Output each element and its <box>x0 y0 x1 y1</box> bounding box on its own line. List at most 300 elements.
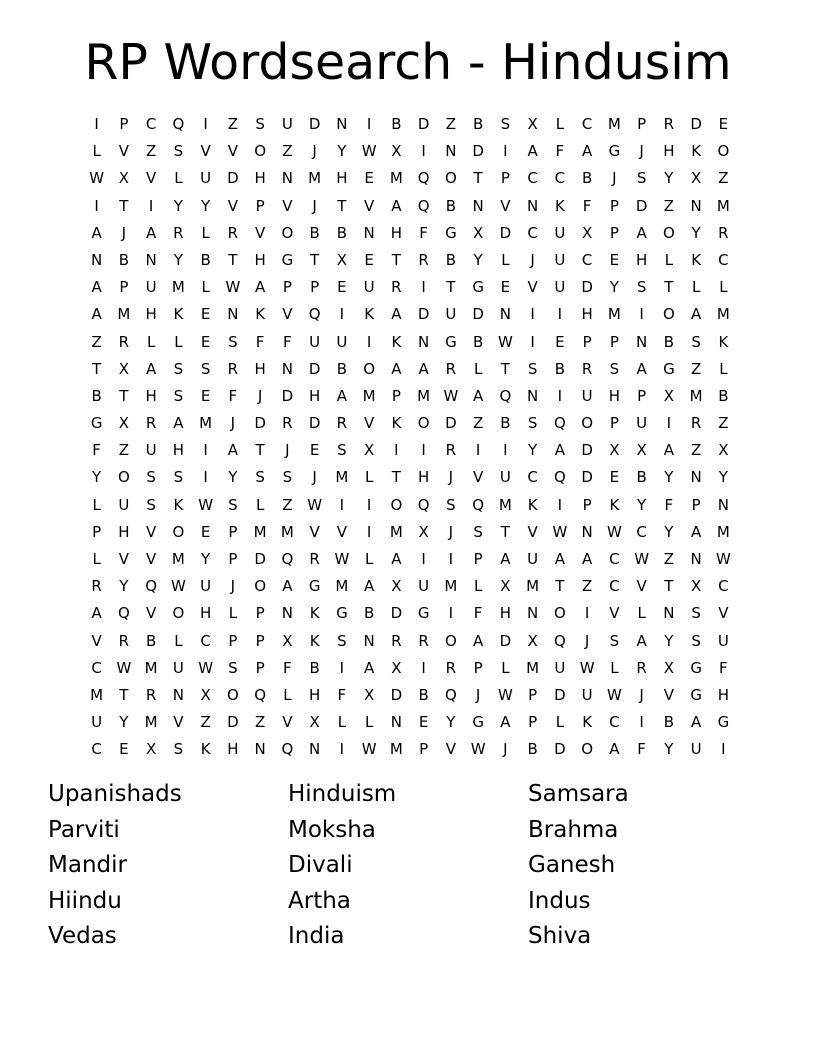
grid-letter: S <box>173 386 184 405</box>
grid-letter: C <box>527 223 538 242</box>
grid-letter: B <box>554 359 566 378</box>
grid-letter: J <box>230 577 236 596</box>
grid-letter: R <box>227 359 239 378</box>
word-row <box>48 777 768 813</box>
grid-letter: X <box>391 577 402 596</box>
grid-letter: L <box>719 278 728 297</box>
grid-letter: L <box>364 468 374 487</box>
grid-letter: W <box>198 658 214 677</box>
grid-letter: K <box>582 713 593 732</box>
word-item: Indus <box>528 887 591 914</box>
grid-letter: O <box>281 223 294 242</box>
grid-letter: I <box>366 522 372 541</box>
grid-letter: Y <box>664 522 674 541</box>
grid-letter: K <box>309 604 320 623</box>
grid-letter: X <box>118 359 130 378</box>
grid-letter: Y <box>173 196 183 215</box>
grid-letter: A <box>554 441 565 460</box>
grid-letter: U <box>281 115 293 133</box>
grid-letter: Q <box>308 305 321 324</box>
grid-letter: V <box>118 550 129 568</box>
grid-letter: E <box>364 169 374 188</box>
word-item: Hiindu <box>48 887 122 914</box>
grid-letter: H <box>308 386 321 405</box>
grid-letter: A <box>391 359 402 378</box>
grid-letter: G <box>281 250 294 269</box>
grid-letter: I <box>530 332 535 351</box>
grid-letter: I <box>475 441 481 460</box>
grid-row <box>83 736 737 763</box>
grid-letter: H <box>308 685 321 704</box>
grid-letter: M <box>689 386 703 405</box>
grid-letter: R <box>663 115 675 133</box>
grid-letter: I <box>366 332 372 351</box>
grid-letter: C <box>527 169 538 188</box>
grid-letter: D <box>308 414 321 433</box>
grid-letter: D <box>390 604 403 623</box>
grid-letter: A <box>581 142 593 161</box>
grid-row <box>83 464 737 491</box>
grid-letter: M <box>90 685 104 704</box>
grid-letter: M <box>335 468 349 487</box>
grid-letter: W <box>497 332 513 351</box>
grid-letter: S <box>228 495 238 514</box>
grid-letter: N <box>527 386 539 405</box>
grid-letter: F <box>419 223 428 242</box>
grid-letter: B <box>363 604 375 623</box>
grid-letter: O <box>254 142 267 161</box>
word-row <box>48 848 768 884</box>
grid-letter: H <box>254 169 266 188</box>
grid-letter: E <box>555 332 565 351</box>
grid-letter: I <box>339 305 345 324</box>
grid-letter: L <box>201 278 210 297</box>
grid-letter: M <box>498 495 512 514</box>
grid-letter: R <box>118 332 130 351</box>
grid-letter: I <box>421 550 426 568</box>
grid-letter: C <box>200 631 211 650</box>
grid-row <box>83 383 737 410</box>
grid-letter: E <box>718 115 729 133</box>
grid-letter: V <box>145 550 157 568</box>
grid-letter: N <box>663 604 675 623</box>
grid-letter: V <box>445 740 456 759</box>
grid-letter: E <box>609 250 620 269</box>
grid-letter: X <box>527 115 538 133</box>
grid-letter: S <box>337 441 347 460</box>
grid-letter: D <box>690 115 702 133</box>
grid-letter: F <box>582 196 592 215</box>
grid-letter: V <box>227 142 238 161</box>
grid-letter: I <box>203 468 208 487</box>
grid-letter: C <box>554 169 566 188</box>
grid-letter: B <box>663 713 675 732</box>
grid-letter: S <box>446 495 456 514</box>
grid-letter: S <box>691 604 701 623</box>
grid-letter: O <box>662 305 675 324</box>
grid-letter: X <box>500 577 511 596</box>
grid-row <box>83 356 737 383</box>
grid-letter: Q <box>472 495 485 514</box>
grid-letter: D <box>227 713 239 732</box>
grid-letter: B <box>391 115 402 133</box>
grid-letter: U <box>690 740 702 759</box>
grid-letter: E <box>200 332 211 351</box>
grid-letter: B <box>663 332 675 351</box>
grid-letter: M <box>716 305 730 324</box>
grid-letter: H <box>254 359 266 378</box>
grid-letter: E <box>500 278 511 297</box>
word-item: Shiva <box>528 923 592 950</box>
grid-letter: L <box>283 685 292 704</box>
grid-letter: N <box>336 115 348 133</box>
grid-letter: T <box>228 250 238 269</box>
grid-row <box>83 329 737 356</box>
grid-letter: P <box>528 685 538 704</box>
grid-letter: O <box>662 223 675 242</box>
grid-letter: U <box>499 468 511 487</box>
grid-letter: A <box>418 359 429 378</box>
grid-row <box>83 682 737 709</box>
grid-letter: X <box>609 441 620 460</box>
grid-letter: L <box>228 604 238 623</box>
grid-letter: C <box>609 550 620 568</box>
grid-letter: J <box>612 169 617 188</box>
grid-letter: A <box>173 414 184 433</box>
grid-letter: P <box>528 713 538 732</box>
grid-letter: W <box>579 658 595 677</box>
grid-letter: I <box>339 495 345 514</box>
grid-letter: F <box>719 658 728 677</box>
grid-letter: W <box>361 740 377 759</box>
grid-letter: L <box>92 550 101 568</box>
grid-row <box>83 600 737 627</box>
grid-letter: C <box>145 115 157 133</box>
grid-letter: O <box>553 604 566 623</box>
grid-letter: V <box>145 169 157 188</box>
grid-letter: B <box>527 740 538 759</box>
grid-letter: A <box>282 577 293 596</box>
grid-letter: L <box>555 115 565 133</box>
grid-letter: P <box>609 414 619 433</box>
grid-letter: B <box>336 223 348 242</box>
grid-letter: U <box>717 631 729 650</box>
grid-letter: I <box>557 386 563 405</box>
grid-letter: P <box>637 115 647 133</box>
grid-letter: S <box>146 468 156 487</box>
grid-letter: V <box>663 685 674 704</box>
grid-letter: Z <box>690 441 702 460</box>
grid-letter: B <box>309 223 320 242</box>
grid-letter: E <box>337 278 347 297</box>
grid-letter: D <box>499 223 512 242</box>
grid-letter: X <box>472 223 484 242</box>
grid-letter: M <box>417 386 431 405</box>
grid-letter: N <box>690 468 702 487</box>
word-item: Artha <box>288 887 351 914</box>
grid-letter: Z <box>118 441 130 460</box>
grid-letter: I <box>530 305 535 324</box>
grid-letter: Q <box>417 495 430 514</box>
grid-letter: L <box>174 332 183 351</box>
grid-letter: O <box>581 740 594 759</box>
grid-letter: U <box>636 414 648 433</box>
grid-letter: O <box>390 495 403 514</box>
grid-row <box>83 655 737 682</box>
grid-letter: G <box>417 604 430 623</box>
grid-letter: K <box>255 305 266 324</box>
grid-letter: R <box>636 658 647 677</box>
grid-letter: Z <box>91 332 102 351</box>
grid-letter: X <box>527 631 538 650</box>
grid-letter: C <box>609 577 620 596</box>
grid-letter: L <box>501 658 510 677</box>
grid-letter: A <box>145 223 157 242</box>
grid-letter: V <box>254 223 266 242</box>
grid-letter: Y <box>337 142 347 161</box>
grid-letter: A <box>145 359 157 378</box>
grid-letter: Y <box>119 713 129 732</box>
grid-letter: R <box>391 631 402 650</box>
grid-row <box>83 492 737 519</box>
grid-letter: J <box>312 196 317 215</box>
grid-letter: Y <box>664 468 674 487</box>
grid-letter: V <box>363 414 375 433</box>
grid-letter: N <box>472 196 484 215</box>
grid-letter: U <box>91 713 103 732</box>
grid-letter: P <box>582 332 592 351</box>
grid-letter: W <box>715 550 731 568</box>
word-item: Hinduism <box>288 781 397 807</box>
grid-letter: V <box>500 196 511 215</box>
grid-letter: Z <box>445 115 457 133</box>
grid-letter: J <box>285 441 290 460</box>
grid-letter: E <box>309 441 320 460</box>
grid-letter: C <box>581 115 593 133</box>
grid-letter: W <box>116 658 132 677</box>
grid-letter: I <box>639 305 644 324</box>
grid-letter: P <box>391 386 401 405</box>
grid-letter: F <box>637 740 646 759</box>
grid-letter: V <box>227 196 238 215</box>
grid-letter: O <box>172 522 185 541</box>
grid-row <box>83 546 737 573</box>
grid-letter: B <box>581 169 593 188</box>
grid-letter: F <box>283 332 292 351</box>
grid-letter: Y <box>664 631 674 650</box>
grid-letter: I <box>421 441 426 460</box>
grid-letter: H <box>145 386 157 405</box>
grid-letter: I <box>421 142 426 161</box>
grid-letter: X <box>200 685 211 704</box>
word-item: Vedas <box>48 923 117 950</box>
grid-letter: D <box>554 740 566 759</box>
grid-letter: E <box>200 386 211 405</box>
grid-letter: K <box>691 250 702 269</box>
grid-letter: V <box>527 522 538 541</box>
grid-letter: I <box>721 740 726 759</box>
grid-letter: M <box>308 169 322 188</box>
grid-letter: L <box>337 713 347 732</box>
grid-letter: S <box>337 631 347 650</box>
grid-letter: V <box>173 713 184 732</box>
grid-letter: M <box>526 658 540 677</box>
grid-letter: R <box>227 223 239 242</box>
grid-letter: V <box>363 196 375 215</box>
grid-row <box>83 274 737 301</box>
grid-letter: S <box>609 631 620 650</box>
grid-letter: A <box>91 223 102 242</box>
grid-letter: I <box>448 550 454 568</box>
grid-letter: V <box>472 468 484 487</box>
grid-letter: Q <box>553 414 566 433</box>
grid-letter: U <box>554 278 566 297</box>
grid-letter: N <box>281 169 293 188</box>
grid-letter: J <box>584 631 590 650</box>
grid-letter: H <box>172 441 185 460</box>
grid-letter: H <box>499 604 512 623</box>
grid-letter: X <box>718 441 729 460</box>
grid-letter: L <box>719 359 728 378</box>
grid-letter: M <box>362 386 376 405</box>
grid-letter: L <box>255 495 265 514</box>
grid-letter: Z <box>690 359 702 378</box>
grid-letter: S <box>228 332 238 351</box>
grid-letter: X <box>363 685 375 704</box>
grid-letter: O <box>417 414 430 433</box>
grid-letter: T <box>337 196 347 215</box>
grid-letter: M <box>389 522 403 541</box>
grid-letter: Z <box>663 196 675 215</box>
grid-letter: D <box>308 359 321 378</box>
grid-letter: S <box>527 359 538 378</box>
grid-letter: U <box>200 577 212 596</box>
grid-letter: I <box>639 713 644 732</box>
grid-letter: A <box>391 550 402 568</box>
grid-row <box>83 628 737 655</box>
grid-letter: P <box>255 658 265 677</box>
grid-letter: V <box>282 305 293 324</box>
grid-letter: N <box>363 223 375 242</box>
word-row <box>48 884 768 920</box>
grid-letter: R <box>91 577 102 596</box>
grid-letter: W <box>225 278 241 297</box>
grid-letter: C <box>91 740 102 759</box>
grid-letter: Q <box>281 740 294 759</box>
grid-letter: Z <box>145 142 157 161</box>
grid-letter: S <box>636 278 647 297</box>
grid-letter: I <box>366 115 372 133</box>
grid-letter: F <box>228 386 238 405</box>
grid-letter: V <box>309 522 320 541</box>
grid-letter: T <box>664 577 674 596</box>
grid-row <box>83 709 737 736</box>
grid-letter: Q <box>553 468 566 487</box>
grid-letter: A <box>91 278 102 297</box>
grid-letter: R <box>173 223 184 242</box>
grid-letter: L <box>664 250 674 269</box>
grid-letter: G <box>690 685 702 704</box>
page-title: RP Wordsearch - Hindusim <box>84 34 732 91</box>
grid-letter: Z <box>663 550 675 568</box>
grid-letter: L <box>691 278 701 297</box>
word-item: India <box>288 923 345 950</box>
grid-letter: Q <box>553 631 566 650</box>
grid-letter: M <box>526 577 540 596</box>
grid-letter: U <box>554 250 566 269</box>
grid-letter: M <box>389 740 403 759</box>
grid-letter: E <box>119 740 129 759</box>
grid-letter: X <box>145 740 157 759</box>
word-item: Divali <box>288 852 353 879</box>
grid-letter: O <box>172 604 185 623</box>
grid-letter: P <box>419 740 429 759</box>
grid-row <box>83 138 737 165</box>
grid-letter: Q <box>417 169 430 188</box>
grid-letter: D <box>499 631 512 650</box>
grid-letter: P <box>255 631 265 650</box>
grid-letter: S <box>200 359 211 378</box>
grid-letter: D <box>635 196 648 215</box>
grid-letter: H <box>390 223 403 242</box>
grid-letter: N <box>418 332 430 351</box>
grid-letter: S <box>173 359 184 378</box>
grid-letter: D <box>417 115 430 133</box>
grid-letter: C <box>718 250 729 269</box>
grid-letter: S <box>228 658 238 677</box>
grid-letter: K <box>173 305 184 324</box>
grid-letter: B <box>500 414 511 433</box>
grid-letter: V <box>200 142 211 161</box>
grid-letter: H <box>635 250 648 269</box>
grid-letter: Y <box>664 740 674 759</box>
grid-letter: I <box>94 115 99 133</box>
grid-letter: I <box>339 658 345 677</box>
grid-letter: Y <box>92 468 102 487</box>
grid-letter: H <box>417 468 430 487</box>
grid-letter: W <box>361 142 377 161</box>
letter-grid <box>83 111 737 764</box>
grid-letter: I <box>557 495 563 514</box>
grid-letter: S <box>691 332 701 351</box>
grid-letter: U <box>418 577 430 596</box>
grid-letter: S <box>527 414 538 433</box>
grid-letter: U <box>554 223 566 242</box>
grid-letter: D <box>581 468 593 487</box>
grid-row <box>83 193 737 220</box>
grid-letter: K <box>391 332 402 351</box>
grid-letter: M <box>117 305 131 324</box>
grid-letter: M <box>607 115 621 133</box>
grid-letter: D <box>445 414 457 433</box>
grid-letter: P <box>228 631 238 650</box>
grid-letter: A <box>690 305 702 324</box>
grid-letter: N <box>227 305 239 324</box>
grid-letter: V <box>527 278 538 297</box>
grid-letter: Q <box>254 685 267 704</box>
grid-letter: A <box>363 577 375 596</box>
grid-letter: A <box>500 550 511 568</box>
grid-letter: N <box>254 740 266 759</box>
grid-letter: E <box>364 250 374 269</box>
grid-letter: P <box>310 278 320 297</box>
grid-letter: F <box>255 332 265 351</box>
grid-letter: J <box>312 468 317 487</box>
grid-letter: V <box>636 577 647 596</box>
grid-letter: X <box>581 223 593 242</box>
grid-letter: Y <box>473 250 483 269</box>
grid-letter: B <box>336 359 348 378</box>
